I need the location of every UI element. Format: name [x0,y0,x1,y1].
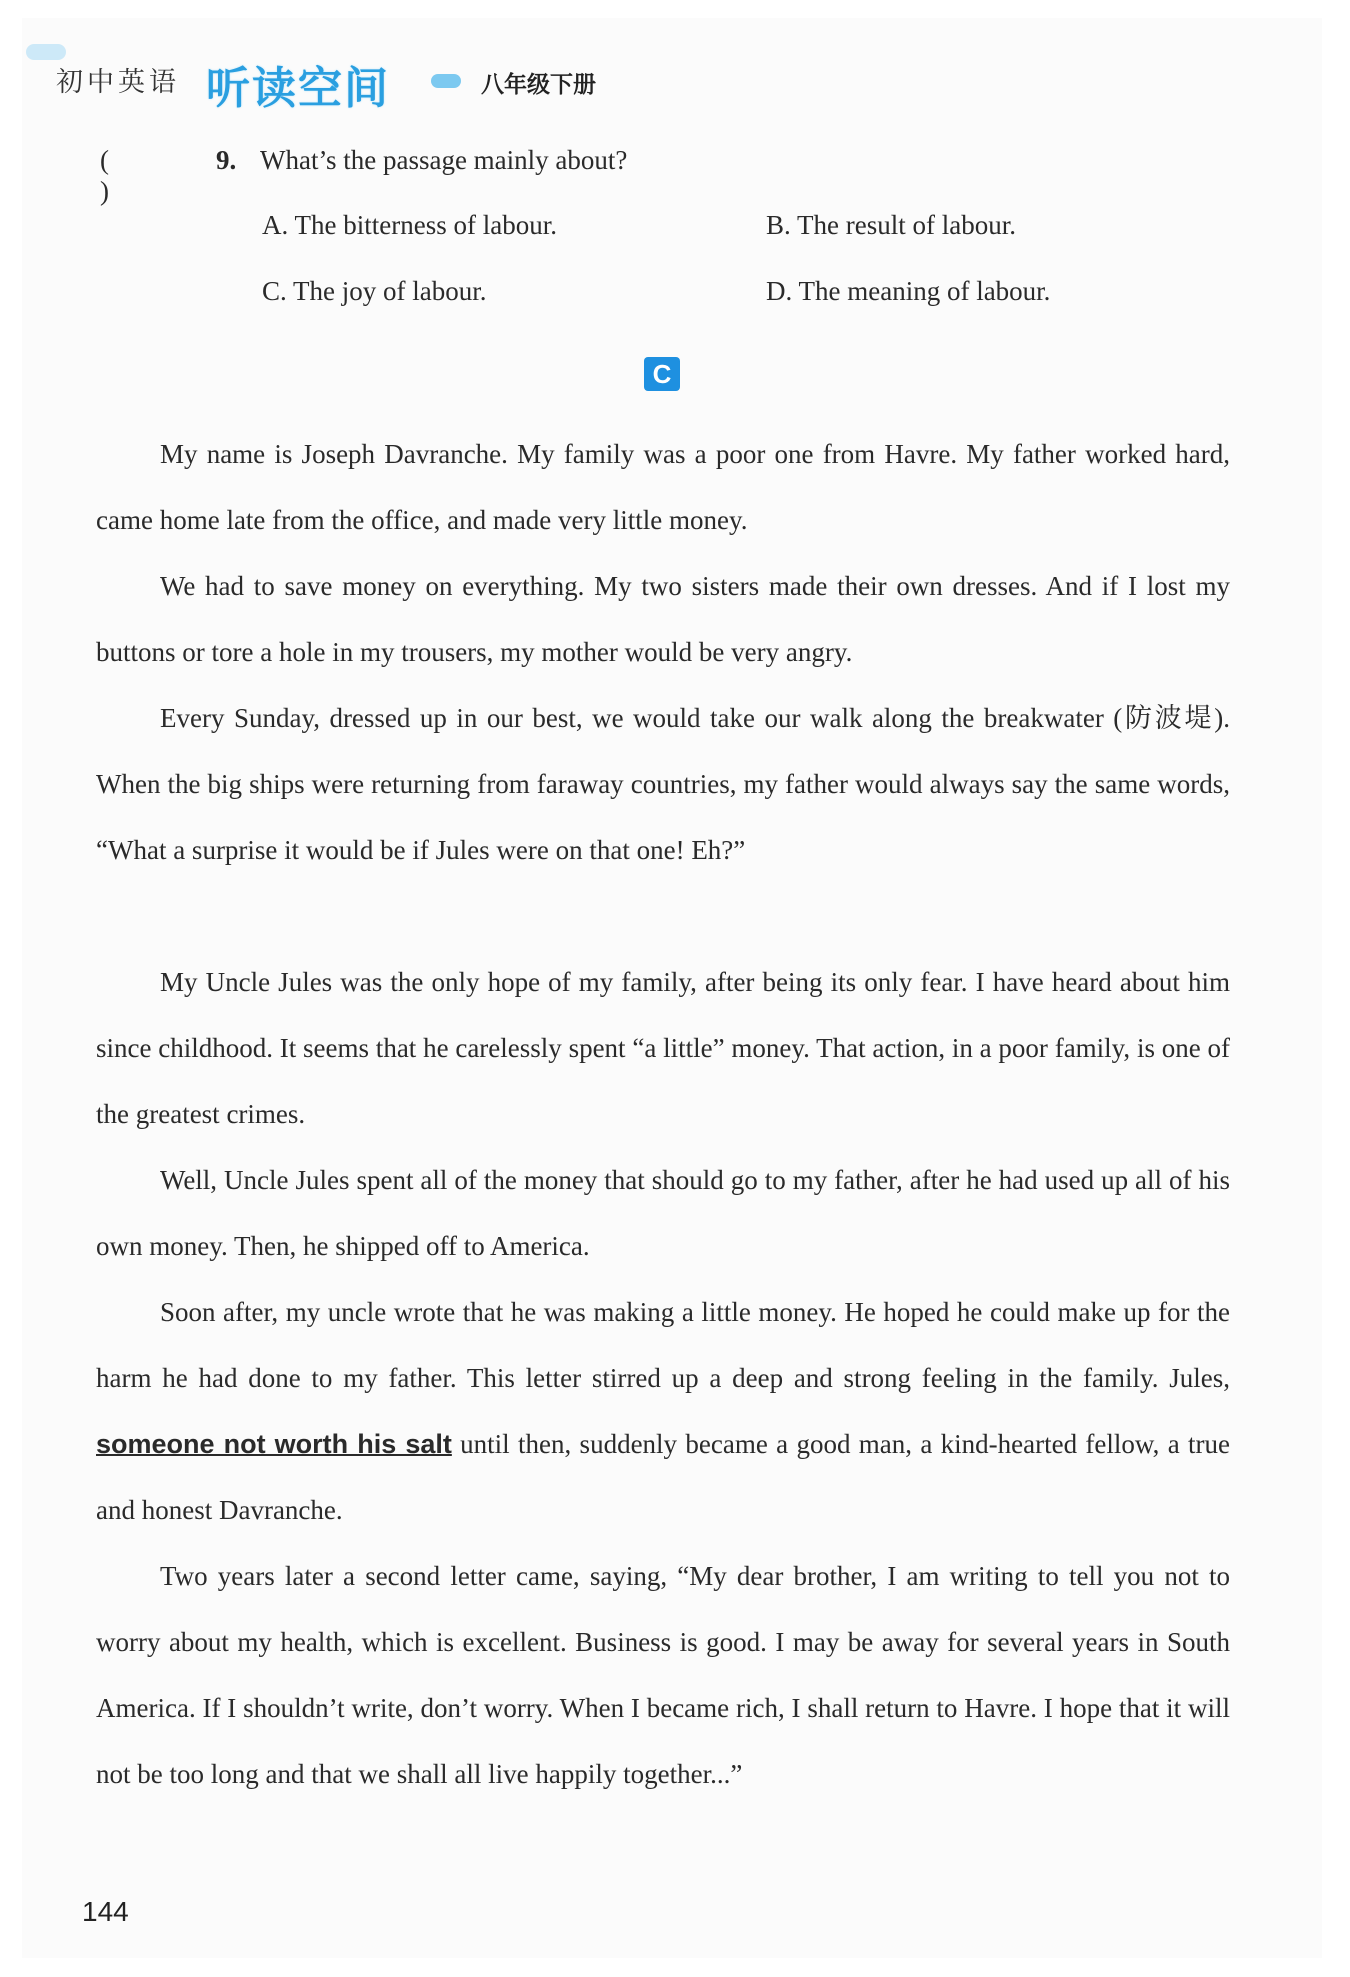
answer-blank: ( ) [100,145,109,206]
option-a: A. The bitterness of labour. [262,210,557,240]
option-b: B. The result of labour. [766,210,1016,240]
grade-label: 八年级下册 [481,72,596,98]
page-header [56,52,656,122]
paragraph-7: Two years later a second letter came, saying, “My dear brother, I am writing to tell you not to worry about my health, which is excellent. Business is good. I may be away for several years in South America. If I shouldn’t write, don’t worry. When I became rich, I shall return to Havre. I hope that it will not be too long and that we shall all live happily together...” [96,1561,1230,1789]
option-d: D. The meaning of labour. [766,276,1051,306]
brand-logo: 听读空间 [206,63,390,114]
page-number: 144 [82,1896,129,1927]
cloud-decoration-icon [26,44,66,60]
highlighted-phrase: someone not worth his salt [96,1429,452,1459]
option-c: C. The joy of labour. [262,276,487,306]
paragraph-4: My Uncle Jules was the only hope of my family, after being its only fear. I have heard about him since childhood. It seems that he carelessly spent “a little” money. That action, in a poor family, is one of the greatest crimes. [96,967,1230,1129]
paragraph-6-text-a: Soon after, my uncle wrote that he was making a little money. He hoped he could make up for the harm he had done to my father. This letter stirred up a deep and strong feeling in the family. Jules, [96,1297,1230,1393]
cloud-icon [431,74,461,88]
question-number: 9. [216,145,237,175]
paragraph-3: Every Sunday, dressed up in our best, we would take our walk along the breakwater (防波堤). When the big ships were returning from faraway countries, my father would always say the same words, “What a surprise it would be if Jules were on that one! Eh?” [96,703,1230,865]
series-title: 初中英语 [56,67,180,98]
section-badge: C [644,357,680,391]
paragraph-5: Well, Uncle Jules spent all of the money that should go to my father, after he had used up all of his own money. Then, he shipped off to America. [96,1165,1230,1261]
paragraph-6 [96,1279,1230,1543]
question-text: What’s the passage mainly about? [260,145,628,175]
paragraph-2: We had to save money on everything. My two sisters made their own dresses. And if I lost my buttons or tore a hole in my trousers, my mother would be very angry. [96,571,1230,667]
paragraph-6-text-b: until then, suddenly became a good man, a kind-hearted fellow, a true and honest Davranche. [96,1429,1230,1525]
paragraph-1: My name is Joseph Davranche. My family was a poor one from Havre. My father worked hard, came home late from the office, and made very little money. [96,439,1230,535]
